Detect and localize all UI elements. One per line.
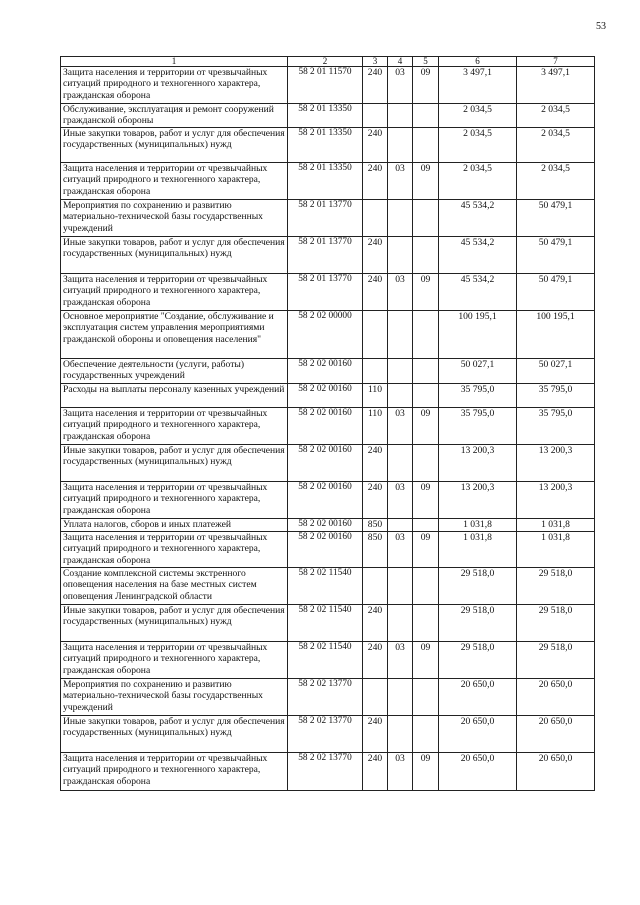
row-expense-type-cell: 240	[363, 605, 388, 642]
row-name-cell: Обеспечение деятельности (услуги, работы) государственных учреждений	[61, 359, 288, 384]
table-row	[61, 237, 595, 274]
row-expense-type-cell: 240	[363, 716, 388, 753]
table-row	[61, 716, 595, 753]
row-amount-col7-cell: 1 031,8	[517, 519, 595, 532]
row-section-cell: 03	[388, 642, 413, 679]
row-amount-col7-cell: 100 195,1	[517, 311, 595, 359]
table-row	[61, 605, 595, 642]
row-subsection-cell	[413, 445, 439, 482]
row-name-cell: Иные закупки товаров, работ и услуг для обеспечения государственных (муниципальных) нужд	[61, 237, 288, 274]
row-expense-type-cell: 240	[363, 163, 388, 200]
row-expense-type-cell: 240	[363, 67, 388, 104]
row-amount-col7-cell: 35 795,0	[517, 408, 595, 445]
table-row	[61, 482, 595, 519]
row-code-cell: 58 2 02 00160	[288, 384, 363, 408]
row-subsection-cell	[413, 128, 439, 163]
row-code-cell: 58 2 02 11540	[288, 605, 363, 642]
table-row	[61, 445, 595, 482]
row-code-cell: 58 2 02 00000	[288, 311, 363, 359]
row-subsection-cell	[413, 200, 439, 237]
budget-table	[60, 56, 595, 791]
row-amount-col6-cell: 35 795,0	[439, 408, 517, 445]
row-subsection-cell: 09	[413, 482, 439, 519]
row-code-cell: 58 2 02 00160	[288, 519, 363, 532]
row-section-cell: 03	[388, 753, 413, 791]
row-amount-col7-cell: 20 650,0	[517, 753, 595, 791]
row-amount-col7-cell: 1 031,8	[517, 532, 595, 568]
table-row	[61, 568, 595, 605]
row-section-cell	[388, 128, 413, 163]
row-name-cell: Расходы на выплаты персоналу казенных учреждений	[61, 384, 288, 408]
row-amount-col6-cell: 29 518,0	[439, 568, 517, 605]
row-section-cell	[388, 445, 413, 482]
row-amount-col6-cell: 1 031,8	[439, 532, 517, 568]
column-header: 3	[363, 57, 388, 67]
row-subsection-cell: 09	[413, 642, 439, 679]
row-name-cell: Иные закупки товаров, работ и услуг для обеспечения государственных (муниципальных) нужд	[61, 445, 288, 482]
row-subsection-cell	[413, 605, 439, 642]
row-expense-type-cell	[363, 359, 388, 384]
row-section-cell	[388, 716, 413, 753]
row-subsection-cell: 09	[413, 408, 439, 445]
row-subsection-cell	[413, 104, 439, 128]
row-code-cell: 58 2 01 13770	[288, 274, 363, 311]
row-name-cell: Обслуживание, эксплуатация и ремонт сооружений гражданской обороны	[61, 104, 288, 128]
row-amount-col6-cell: 13 200,3	[439, 482, 517, 519]
row-section-cell	[388, 237, 413, 274]
row-expense-type-cell: 850	[363, 519, 388, 532]
column-header: 2	[288, 57, 363, 67]
column-header: 4	[388, 57, 413, 67]
row-subsection-cell: 09	[413, 753, 439, 791]
table-row	[61, 163, 595, 200]
column-header: 6	[439, 57, 517, 67]
row-amount-col7-cell: 50 479,1	[517, 274, 595, 311]
row-amount-col6-cell: 29 518,0	[439, 642, 517, 679]
row-expense-type-cell: 240	[363, 753, 388, 791]
row-section-cell	[388, 384, 413, 408]
row-name-cell: Защита населения и территории от чрезвычайных ситуаций природного и техногенного характера, гражданская оборона	[61, 753, 288, 791]
row-subsection-cell	[413, 716, 439, 753]
row-expense-type-cell: 240	[363, 445, 388, 482]
row-section-cell: 03	[388, 274, 413, 311]
row-subsection-cell	[413, 237, 439, 274]
table-header-row	[61, 57, 595, 67]
row-code-cell: 58 2 01 13770	[288, 237, 363, 274]
row-amount-col7-cell: 13 200,3	[517, 482, 595, 519]
row-amount-col7-cell: 13 200,3	[517, 445, 595, 482]
row-amount-col7-cell: 35 795,0	[517, 384, 595, 408]
row-amount-col7-cell: 50 027,1	[517, 359, 595, 384]
row-name-cell: Защита населения и территории от чрезвычайных ситуаций природного и техногенного характера, гражданская оборона	[61, 163, 288, 200]
row-amount-col7-cell: 2 034,5	[517, 163, 595, 200]
row-section-cell	[388, 519, 413, 532]
row-amount-col6-cell: 2 034,5	[439, 163, 517, 200]
row-amount-col7-cell: 2 034,5	[517, 104, 595, 128]
row-subsection-cell	[413, 519, 439, 532]
row-code-cell: 58 2 02 11540	[288, 642, 363, 679]
row-amount-col6-cell: 1 031,8	[439, 519, 517, 532]
row-amount-col6-cell: 50 027,1	[439, 359, 517, 384]
row-subsection-cell: 09	[413, 532, 439, 568]
row-amount-col6-cell: 20 650,0	[439, 716, 517, 753]
row-name-cell: Иные закупки товаров, работ и услуг для обеспечения государственных (муниципальных) нужд	[61, 128, 288, 163]
row-amount-col6-cell: 2 034,5	[439, 104, 517, 128]
row-amount-col7-cell: 3 497,1	[517, 67, 595, 104]
row-code-cell: 58 2 02 11540	[288, 568, 363, 605]
row-expense-type-cell: 240	[363, 237, 388, 274]
row-name-cell: Мероприятия по сохранению и развитию материально-технической базы государственных учреждений	[61, 200, 288, 237]
row-section-cell: 03	[388, 67, 413, 104]
row-section-cell	[388, 359, 413, 384]
row-section-cell	[388, 200, 413, 237]
row-code-cell: 58 2 02 00160	[288, 408, 363, 445]
row-code-cell: 58 2 02 00160	[288, 482, 363, 519]
row-amount-col6-cell: 29 518,0	[439, 605, 517, 642]
table-row	[61, 384, 595, 408]
table-row	[61, 679, 595, 716]
table-row	[61, 104, 595, 128]
row-amount-col6-cell: 45 534,2	[439, 200, 517, 237]
row-code-cell: 58 2 01 13350	[288, 163, 363, 200]
row-name-cell: Мероприятия по сохранению и развитию материально-технической базы государственных учреждений	[61, 679, 288, 716]
row-code-cell: 58 2 02 13770	[288, 753, 363, 791]
table-row	[61, 200, 595, 237]
page-number: 53	[596, 21, 606, 32]
table-row	[61, 642, 595, 679]
row-section-cell: 03	[388, 408, 413, 445]
row-amount-col7-cell: 29 518,0	[517, 605, 595, 642]
row-name-cell: Защита населения и территории от чрезвычайных ситуаций природного и техногенного характера, гражданская оборона	[61, 67, 288, 104]
table-row	[61, 519, 595, 532]
table-row	[61, 532, 595, 568]
row-name-cell: Иные закупки товаров, работ и услуг для обеспечения государственных (муниципальных) нужд	[61, 605, 288, 642]
row-amount-col7-cell: 20 650,0	[517, 679, 595, 716]
row-amount-col6-cell: 20 650,0	[439, 679, 517, 716]
row-name-cell: Защита населения и территории от чрезвычайных ситуаций природного и техногенного характера, гражданская оборона	[61, 642, 288, 679]
row-section-cell	[388, 679, 413, 716]
row-expense-type-cell: 110	[363, 408, 388, 445]
table-row	[61, 408, 595, 445]
row-name-cell: Защита населения и территории от чрезвычайных ситуаций природного и техногенного характера, гражданская оборона	[61, 408, 288, 445]
row-name-cell: Основное мероприятие "Создание, обслуживание и эксплуатация систем управления мероприятиями гражданской обороны и оповещения населения"	[61, 311, 288, 359]
row-code-cell: 58 2 02 00160	[288, 445, 363, 482]
row-expense-type-cell: 240	[363, 274, 388, 311]
row-section-cell: 03	[388, 163, 413, 200]
row-name-cell: Защита населения и территории от чрезвычайных ситуаций природного и техногенного характера, гражданская оборона	[61, 482, 288, 519]
row-section-cell	[388, 605, 413, 642]
row-amount-col6-cell: 20 650,0	[439, 753, 517, 791]
row-name-cell: Создание комплексной системы экстренного оповещения населения на базе местных систем оповещения Ленинградской области	[61, 568, 288, 605]
row-section-cell	[388, 311, 413, 359]
table-body	[61, 67, 595, 791]
row-subsection-cell	[413, 679, 439, 716]
row-section-cell	[388, 104, 413, 128]
row-amount-col6-cell: 45 534,2	[439, 274, 517, 311]
row-code-cell: 58 2 01 13350	[288, 104, 363, 128]
row-section-cell: 03	[388, 532, 413, 568]
row-code-cell: 58 2 02 13770	[288, 716, 363, 753]
row-amount-col7-cell: 29 518,0	[517, 642, 595, 679]
row-expense-type-cell: 240	[363, 482, 388, 519]
row-amount-col7-cell: 20 650,0	[517, 716, 595, 753]
row-code-cell: 58 2 01 11570	[288, 67, 363, 104]
row-code-cell: 58 2 02 00160	[288, 532, 363, 568]
row-expense-type-cell	[363, 200, 388, 237]
row-subsection-cell	[413, 359, 439, 384]
row-expense-type-cell: 240	[363, 642, 388, 679]
row-subsection-cell: 09	[413, 67, 439, 104]
row-amount-col6-cell: 3 497,1	[439, 67, 517, 104]
row-amount-col6-cell: 45 534,2	[439, 237, 517, 274]
table-row	[61, 359, 595, 384]
row-expense-type-cell	[363, 311, 388, 359]
row-name-cell: Защита населения и территории от чрезвычайных ситуаций природного и техногенного характера, гражданская оборона	[61, 532, 288, 568]
row-name-cell: Уплата налогов, сборов и иных платежей	[61, 519, 288, 532]
row-expense-type-cell: 850	[363, 532, 388, 568]
row-amount-col7-cell: 50 479,1	[517, 200, 595, 237]
column-header: 5	[413, 57, 439, 67]
row-amount-col6-cell: 100 195,1	[439, 311, 517, 359]
row-expense-type-cell	[363, 104, 388, 128]
row-subsection-cell	[413, 311, 439, 359]
row-amount-col7-cell: 29 518,0	[517, 568, 595, 605]
row-code-cell: 58 2 01 13770	[288, 200, 363, 237]
row-code-cell: 58 2 02 13770	[288, 679, 363, 716]
row-amount-col6-cell: 13 200,3	[439, 445, 517, 482]
table-row	[61, 753, 595, 791]
row-expense-type-cell: 240	[363, 128, 388, 163]
column-header: 1	[61, 57, 288, 67]
row-section-cell	[388, 568, 413, 605]
row-amount-col7-cell: 2 034,5	[517, 128, 595, 163]
column-header: 7	[517, 57, 595, 67]
row-subsection-cell	[413, 384, 439, 408]
table-row	[61, 311, 595, 359]
row-expense-type-cell: 110	[363, 384, 388, 408]
row-subsection-cell: 09	[413, 163, 439, 200]
row-amount-col6-cell: 2 034,5	[439, 128, 517, 163]
row-code-cell: 58 2 01 13350	[288, 128, 363, 163]
row-subsection-cell: 09	[413, 274, 439, 311]
row-expense-type-cell	[363, 679, 388, 716]
row-name-cell: Защита населения и территории от чрезвычайных ситуаций природного и техногенного характера, гражданская оборона	[61, 274, 288, 311]
row-amount-col6-cell: 35 795,0	[439, 384, 517, 408]
table-row	[61, 128, 595, 163]
row-amount-col7-cell: 50 479,1	[517, 237, 595, 274]
row-section-cell: 03	[388, 482, 413, 519]
table-row	[61, 274, 595, 311]
row-name-cell: Иные закупки товаров, работ и услуг для обеспечения государственных (муниципальных) нужд	[61, 716, 288, 753]
row-expense-type-cell	[363, 568, 388, 605]
table-row	[61, 67, 595, 104]
row-subsection-cell	[413, 568, 439, 605]
row-code-cell: 58 2 02 00160	[288, 359, 363, 384]
